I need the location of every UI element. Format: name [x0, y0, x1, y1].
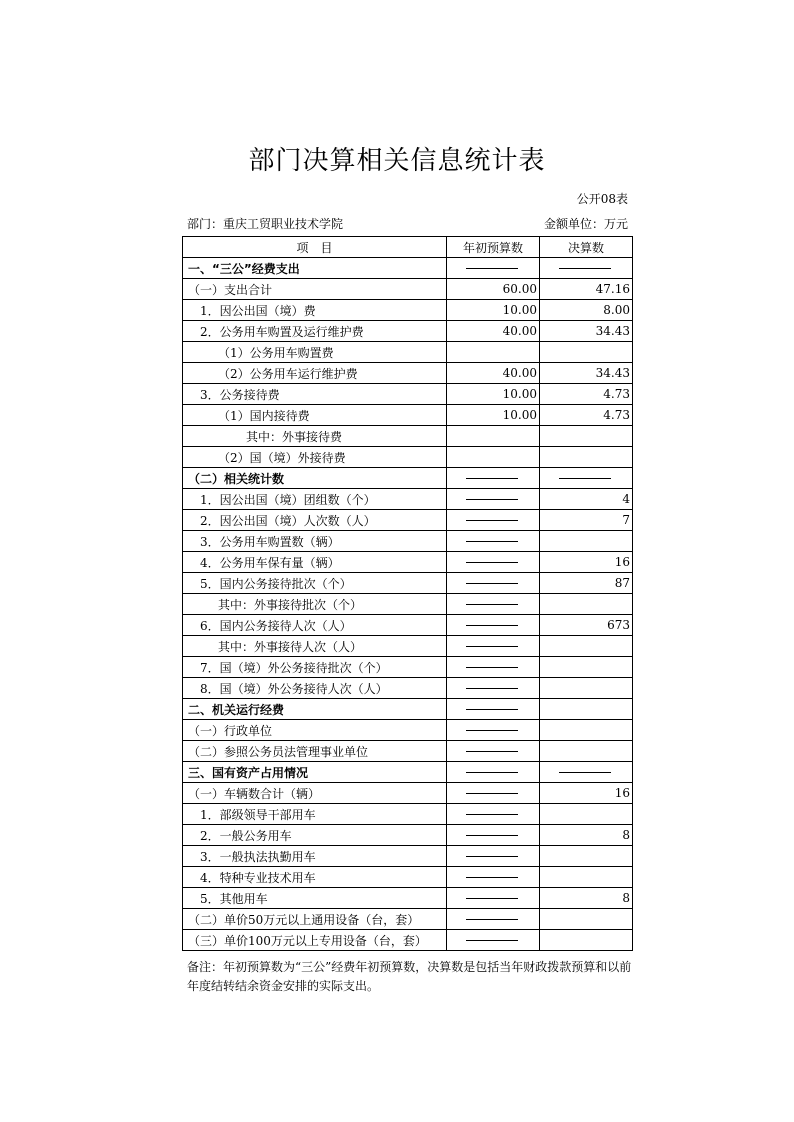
table-row [183, 594, 633, 615]
table-row [183, 615, 633, 636]
row-budget [447, 531, 540, 552]
row-budget [447, 258, 540, 279]
row-label: 5．其他用车 [183, 888, 447, 909]
table-row [183, 699, 633, 720]
row-actual: 4.73 [540, 384, 633, 405]
not-applicable-dash [466, 499, 518, 500]
row-actual [540, 762, 633, 783]
row-budget [447, 447, 540, 468]
not-applicable-dash [559, 478, 611, 479]
not-applicable-dash [466, 793, 518, 794]
row-budget [447, 783, 540, 804]
row-actual: 4 [540, 489, 633, 510]
row-label: 3．公务接待费 [183, 384, 447, 405]
row-budget [447, 699, 540, 720]
not-applicable-dash [466, 772, 518, 773]
not-applicable-dash [466, 604, 518, 605]
row-actual: 34.43 [540, 321, 633, 342]
row-budget: 10.00 [447, 300, 540, 321]
row-budget [447, 720, 540, 741]
row-label: 其中：外事接待人次（人） [183, 636, 447, 657]
not-applicable-dash [466, 268, 518, 269]
table-row [183, 804, 633, 825]
form-number: 公开08表 [576, 192, 628, 206]
not-applicable-dash [466, 625, 518, 626]
row-budget [447, 510, 540, 531]
row-label: 4．公务用车保有量（辆） [183, 552, 447, 573]
row-budget [447, 342, 540, 363]
not-applicable-dash [466, 541, 518, 542]
row-label: 一、“三公”经费支出 [183, 258, 447, 279]
row-label: （2）公务用车运行维护费 [183, 363, 447, 384]
not-applicable-dash [466, 520, 518, 521]
table-row [183, 930, 633, 951]
row-actual: 87 [540, 573, 633, 594]
table-row [183, 258, 633, 279]
row-budget: 40.00 [447, 363, 540, 384]
row-budget: 10.00 [447, 405, 540, 426]
row-budget [447, 825, 540, 846]
row-label: （一）行政单位 [183, 720, 447, 741]
row-label: （二）相关统计数 [183, 468, 447, 489]
row-budget [447, 930, 540, 951]
row-label: 2．公务用车购置及运行维护费 [183, 321, 447, 342]
table-row [183, 678, 633, 699]
not-applicable-dash [466, 835, 518, 836]
not-applicable-dash [466, 730, 518, 731]
table-row [183, 363, 633, 384]
table-row [183, 447, 633, 468]
row-budget [447, 657, 540, 678]
table-row [183, 384, 633, 405]
row-actual [540, 867, 633, 888]
row-actual: 8 [540, 888, 633, 909]
row-budget [447, 888, 540, 909]
row-actual: 47.16 [540, 279, 633, 300]
footnote: 备注：年初预算数为“三公”经费年初预算数，决算数是包括当年财政拨款预算和以前年度结转结余资金安排的实际支出。 [187, 960, 632, 993]
row-label: 其中：外事接待批次（个） [183, 594, 447, 615]
row-actual: 673 [540, 615, 633, 636]
row-actual [540, 258, 633, 279]
header-actual: 决算数 [540, 237, 633, 258]
row-label: （二）单价50万元以上通用设备（台，套） [183, 909, 447, 930]
row-label: 2．一般公务用车 [183, 825, 447, 846]
row-actual [540, 342, 633, 363]
header-budget: 年初预算数 [447, 237, 540, 258]
not-applicable-dash [559, 268, 611, 269]
table-row [183, 300, 633, 321]
row-actual [540, 930, 633, 951]
row-label: 4．特种专业技术用车 [183, 867, 447, 888]
table-row [183, 741, 633, 762]
row-budget [447, 573, 540, 594]
table-row [183, 720, 633, 741]
row-budget [447, 615, 540, 636]
table-header-row [183, 237, 633, 258]
row-actual [540, 741, 633, 762]
row-label: 二、机关运行经费 [183, 699, 447, 720]
table-row [183, 321, 633, 342]
table-row [183, 762, 633, 783]
row-budget [447, 489, 540, 510]
table-row [183, 783, 633, 804]
not-applicable-dash [466, 940, 518, 941]
table-row [183, 636, 633, 657]
table-row [183, 426, 633, 447]
row-actual [540, 804, 633, 825]
table-row [183, 489, 633, 510]
row-budget [447, 741, 540, 762]
row-label: 7．国（境）外公务接待批次（个） [183, 657, 447, 678]
table-row [183, 657, 633, 678]
row-label: （二）参照公务员法管理事业单位 [183, 741, 447, 762]
unit-label: 金额单位：万元 [543, 217, 628, 231]
table-body [183, 258, 633, 951]
not-applicable-dash [466, 646, 518, 647]
row-actual [540, 699, 633, 720]
row-label: 6．国内公务接待人次（人） [183, 615, 447, 636]
row-actual: 34.43 [540, 363, 633, 384]
row-budget: 10.00 [447, 384, 540, 405]
row-label: 8．国（境）外公务接待人次（人） [183, 678, 447, 699]
row-budget [447, 804, 540, 825]
not-applicable-dash [466, 751, 518, 752]
not-applicable-dash [466, 814, 518, 815]
department-label: 部门：重庆工贸职业技术学院 [187, 217, 344, 231]
not-applicable-dash [466, 919, 518, 920]
table-row [183, 510, 633, 531]
table-row [183, 909, 633, 930]
row-actual: 16 [540, 552, 633, 573]
not-applicable-dash [466, 688, 518, 689]
not-applicable-dash [466, 583, 518, 584]
table-row [183, 405, 633, 426]
row-actual: 8.00 [540, 300, 633, 321]
table-row [183, 531, 633, 552]
row-budget [447, 552, 540, 573]
row-label: （1）公务用车购置费 [183, 342, 447, 363]
row-actual [540, 426, 633, 447]
row-label: （三）单价100万元以上专用设备（台，套） [183, 930, 447, 951]
not-applicable-dash [466, 856, 518, 857]
row-budget [447, 426, 540, 447]
row-label: 1．因公出国（境）费 [183, 300, 447, 321]
page-title: 部门决算相关信息统计表 [248, 146, 546, 176]
row-actual [540, 636, 633, 657]
row-actual: 8 [540, 825, 633, 846]
table-row [183, 279, 633, 300]
row-budget: 60.00 [447, 279, 540, 300]
row-actual [540, 468, 633, 489]
row-actual [540, 657, 633, 678]
not-applicable-dash [466, 478, 518, 479]
row-actual: 4.73 [540, 405, 633, 426]
row-budget [447, 909, 540, 930]
row-budget [447, 678, 540, 699]
row-label: （2）国（境）外接待费 [183, 447, 447, 468]
table-row [183, 552, 633, 573]
row-actual [540, 720, 633, 741]
row-budget [447, 468, 540, 489]
row-label: 2．因公出国（境）人次数（人） [183, 510, 447, 531]
row-label: 1．因公出国（境）团组数（个） [183, 489, 447, 510]
not-applicable-dash [466, 667, 518, 668]
row-label: 1．部级领导干部用车 [183, 804, 447, 825]
row-budget: 40.00 [447, 321, 540, 342]
not-applicable-dash [466, 898, 518, 899]
table-row [183, 867, 633, 888]
table-row [183, 846, 633, 867]
row-actual [540, 678, 633, 699]
row-label: （一）车辆数合计（辆） [183, 783, 447, 804]
row-actual: 16 [540, 783, 633, 804]
row-budget [447, 846, 540, 867]
table-row [183, 573, 633, 594]
row-label: 5．国内公务接待批次（个） [183, 573, 447, 594]
row-budget [447, 636, 540, 657]
row-actual: 7 [540, 510, 633, 531]
table-row [183, 825, 633, 846]
row-label: （1）国内接待费 [183, 405, 447, 426]
row-actual [540, 909, 633, 930]
row-budget [447, 594, 540, 615]
not-applicable-dash [466, 562, 518, 563]
not-applicable-dash [466, 709, 518, 710]
row-label: （一）支出合计 [183, 279, 447, 300]
row-actual [540, 594, 633, 615]
table-row [183, 888, 633, 909]
row-budget [447, 762, 540, 783]
row-label: 三、国有资产占用情况 [183, 762, 447, 783]
header-item: 项 目 [183, 237, 447, 258]
not-applicable-dash [559, 772, 611, 773]
row-label: 3．一般执法执勤用车 [183, 846, 447, 867]
table-row [183, 342, 633, 363]
not-applicable-dash [466, 877, 518, 878]
statistics-table [182, 236, 633, 951]
row-label: 3．公务用车购置数（辆） [183, 531, 447, 552]
row-actual [540, 447, 633, 468]
table-row [183, 468, 633, 489]
row-actual [540, 531, 633, 552]
row-actual [540, 846, 633, 867]
row-budget [447, 867, 540, 888]
row-label: 其中：外事接待费 [183, 426, 447, 447]
